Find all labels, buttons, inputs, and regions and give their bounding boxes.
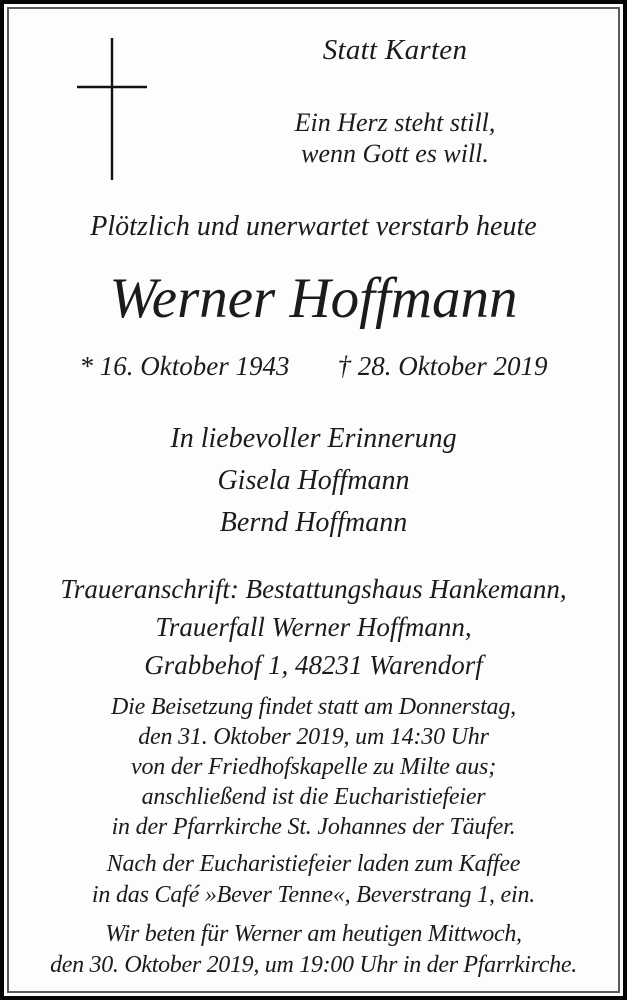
cross-icon <box>73 34 151 184</box>
birth-date: * 16. Oktober 1943 <box>79 351 290 381</box>
prayer-line: den 30. Oktober 2019, um 19:00 Uhr in der Pfarrkirche. <box>50 952 577 978</box>
condolence-address-block <box>21 570 606 684</box>
burial-info-block <box>21 692 606 842</box>
prayer-info-block <box>21 919 606 981</box>
coffee-line: Nach der Eucharistiefeier laden zum Kaffee <box>106 851 521 877</box>
address-line: Trauerfall Werner Hoffmann, <box>155 612 472 642</box>
deceased-name: Werner Hoffmann <box>109 267 518 330</box>
address-line: Grabbehof 1, 48231 Warendorf <box>144 650 483 680</box>
intro-line: Plötzlich und unerwartet verstarb heute <box>90 211 537 242</box>
coffee-line: in das Café »Bever Tenne«, Beverstrang 1, ein. <box>91 882 536 908</box>
memory-block <box>21 418 606 544</box>
verse-line: wenn Gott es will. <box>301 139 489 168</box>
mourner-name: Bernd Hoffmann <box>219 507 408 538</box>
burial-line: von der Friedhofskapelle zu Milte aus; <box>131 754 496 780</box>
coffee-invitation-block <box>21 849 606 911</box>
verse-line: Ein Herz steht still, <box>294 108 496 137</box>
statt-karten-heading: Statt Karten <box>322 34 468 66</box>
prayer-line: Wir beten für Werner am heutigen Mittwoch, <box>105 921 522 947</box>
verse <box>180 107 610 169</box>
life-dates <box>21 351 606 382</box>
death-date: † 28. Oktober 2019 <box>337 351 548 381</box>
burial-line: Die Beisetzung findet statt am Donnerstag, <box>111 694 516 720</box>
burial-line: in der Pfarrkirche St. Johannes der Täufer. <box>111 814 516 840</box>
memory-line: In liebevoller Erinnerung <box>170 423 457 454</box>
address-line: Traueranschrift: Bestattungshaus Hankemann, <box>60 574 567 604</box>
burial-line: den 31. Oktober 2019, um 14:30 Uhr <box>138 724 489 750</box>
burial-line: anschließend ist die Eucharistiefeier <box>141 784 486 810</box>
mourner-name: Gisela Hoffmann <box>217 465 410 496</box>
